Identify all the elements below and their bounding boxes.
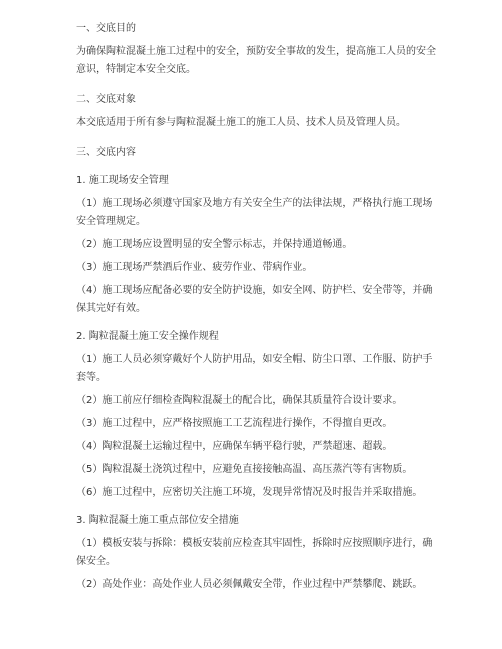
document-body — [76, 20, 436, 594]
list-item: （1）施工人员必须穿戴好个人防护用品，如安全帽、防尘口罩、工作服、防护手套等。 — [76, 354, 433, 383]
subsection-title-site-safety: 1. 施工现场安全管理 — [76, 175, 169, 186]
list-item: （2）施工前应仔细检查陶粒混凝土的配合比，确保其质量符合设计要求。 — [76, 395, 403, 406]
section-paragraph-audience: 本交底适用于所有参与陶粒混凝土施工的施工人员、技术人员及管理人员。 — [76, 117, 406, 128]
subsection-title-operating-rules: 2. 陶粒混凝土施工安全操作规程 — [76, 331, 219, 342]
list-item: （5）陶粒混凝土浇筑过程中，应避免直接接触高温、高压蒸汽等有害物质。 — [76, 464, 413, 475]
list-item: （1）施工现场必须遵守国家及地方有关安全生产的法律法规，严格执行施工现场安全管理规定。 — [76, 198, 433, 227]
section-heading-audience: 二、交底对象 — [76, 94, 136, 105]
list-item: （6）施工过程中，应密切关注施工环境，发现异常情况及时报告并采取措施。 — [76, 487, 423, 498]
operating-rules-list — [76, 351, 436, 502]
site-safety-list — [76, 195, 436, 318]
section-heading-purpose: 一、交底目的 — [76, 23, 136, 34]
list-item: （1）模板安装与拆除：模板安装前应检查其牢固性，拆除时应按照顺序进行，确保安全。 — [76, 538, 433, 567]
list-item: （2）施工现场应设置明显的安全警示标志，并保持通道畅通。 — [76, 239, 353, 250]
list-item: （4）陶粒混凝土运输过程中，应确保车辆平稳行驶，严禁超速、超载。 — [76, 441, 393, 452]
list-item: （2）高处作业：高处作业人员必须佩戴安全带，作业过程中严禁攀爬、跳跃。 — [76, 579, 423, 590]
key-areas-list — [76, 535, 436, 594]
section-heading-content: 三、交底内容 — [76, 147, 136, 158]
list-item: （3）施工现场严禁酒后作业、疲劳作业、带病作业。 — [76, 262, 313, 273]
list-item: （4）施工现场应配备必要的安全防护设施，如安全网、防护栏、安全带等，并确保其完好有效。 — [76, 285, 433, 314]
section-paragraph-purpose: 为确保陶粒混凝土施工过程中的安全，预防安全事故的发生，提高施工人员的安全意识，特制定本安全交底。 — [76, 46, 436, 75]
list-item: （3）施工过程中，应严格按照施工工艺流程进行操作，不得擅自更改。 — [76, 418, 393, 429]
subsection-title-key-areas: 3. 陶粒混凝土施工重点部位安全措施 — [76, 515, 239, 526]
